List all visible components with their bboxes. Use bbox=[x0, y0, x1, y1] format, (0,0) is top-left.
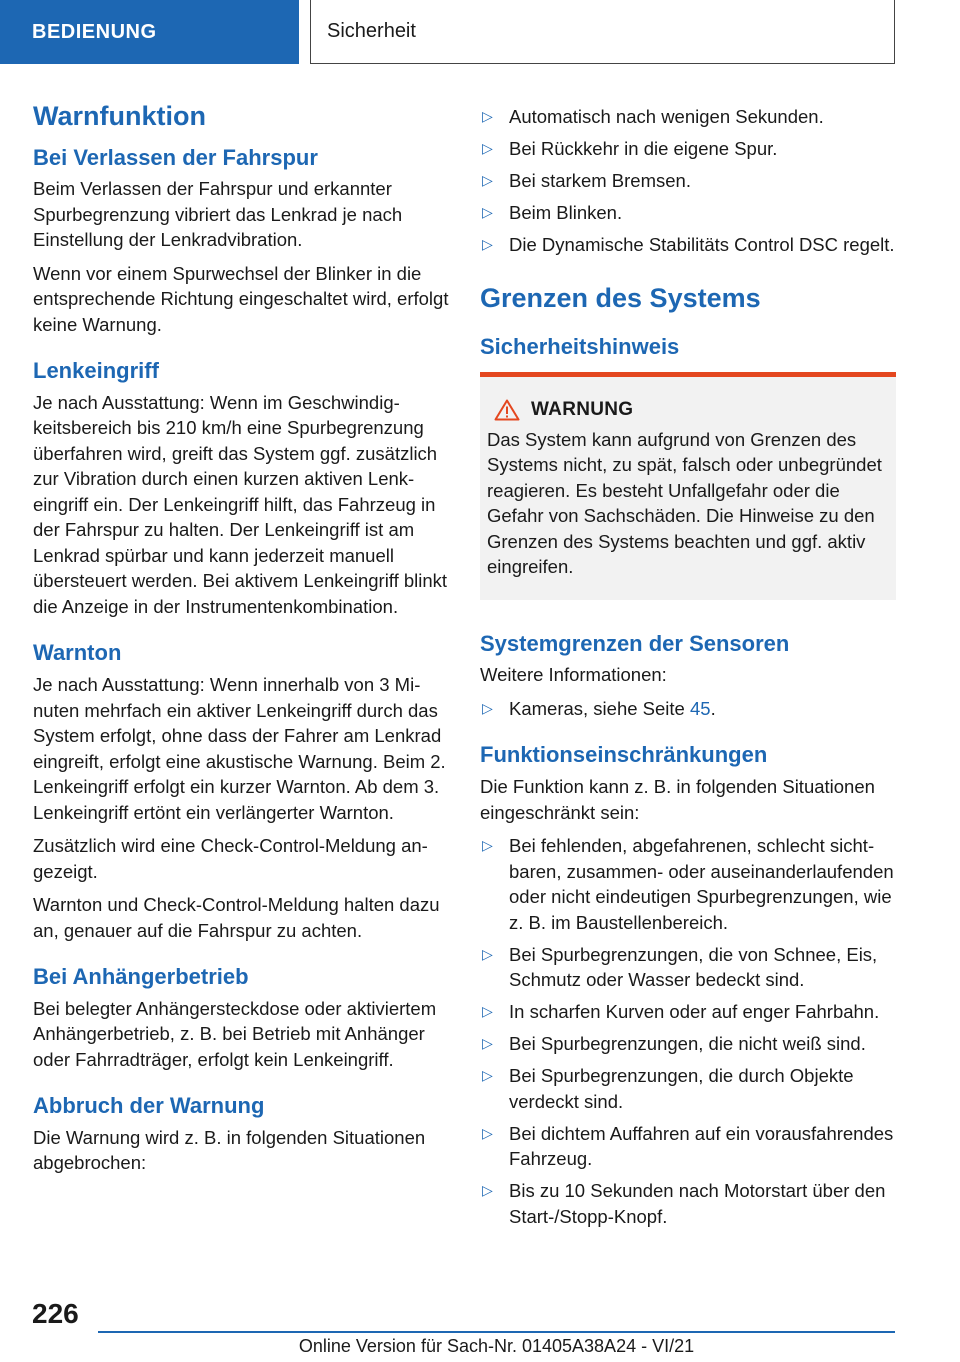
list-item: ▷ Bei Spurbegrenzungen, die durch Objekte verdeckt sind. bbox=[482, 1065, 854, 1112]
list-item: ▷ Bei Spurbegrenzungen, die von Schnee, Eis, Schmutz oder Wasser bedeckt sind. bbox=[482, 943, 878, 991]
page-link[interactable]: 45 bbox=[689, 697, 711, 719]
triangle-bullet-icon: ▷ bbox=[482, 172, 493, 188]
limit-list bbox=[480, 833, 896, 1229]
paragraph: Warnton und Check-Control-Meldung halten dazu an, genauer auf die Fahrspur zu achten. bbox=[33, 894, 440, 941]
paragraph: Zusätzlich wird eine Check-Control-Meldung angezeigt. bbox=[33, 835, 428, 882]
paragraph: Die Warnung wird z. B. in folgenden Situationen abgebrochen: bbox=[33, 1126, 426, 1174]
list-item: ▷ Beim Blinken. bbox=[480, 200, 896, 226]
list-item: ▷ Bei Spurbegrenzungen, die nicht weiß sind. bbox=[480, 1031, 896, 1057]
list-item: ▷ Bei dichtem Auffahren auf ein vorausfahrendes Fahrzeug. bbox=[482, 1122, 894, 1170]
paragraph: Wenn vor einem Spurwechsel der Blinker in die entsprechende Richtung eingeschaltet wird, erfolgt keine Warnung. bbox=[33, 262, 449, 335]
paragraph: Je nach Ausstattung: Wenn innerhalb von 3 Minuten mehrfach ein aktiver Lenkeingriff durch das System erfolgt, ohne dass der Fahrer am Lenkrad eingreift, erfolgt eine akustische Warnung. Beim 2. Lenkeingriff erfolgt ein kurzer Warnton. Ab dem 3. Lenkeingriff ertönt ein verlängerter Warnton. bbox=[33, 674, 446, 823]
triangle-bullet-icon: ▷ bbox=[482, 236, 493, 252]
heading-anhaengerbetrieb: Bei Anhängerbetrieb bbox=[33, 964, 249, 990]
heading-warnfunktion: Warnfunktion bbox=[33, 101, 206, 131]
paragraph: Beim Verlassen der Fahrspur und erkannter Spurbegrenzung vibriert das Lenkrad je nach Einstellung der Lenkradvibration. bbox=[33, 178, 403, 251]
triangle-bullet-icon: ▷ bbox=[482, 1067, 493, 1084]
triangle-bullet-icon: ▷ bbox=[482, 1035, 493, 1052]
warning-label: WARNUNG bbox=[531, 398, 634, 420]
list-item: ▷ Kameras, siehe Seite 45. bbox=[480, 696, 896, 722]
heading-warnton: Warnton bbox=[33, 640, 122, 666]
triangle-bullet-icon: ▷ bbox=[482, 699, 493, 716]
heading-abbruch-warnung: Abbruch der Warnung bbox=[33, 1093, 265, 1119]
list-item: ▷ Bis zu 10 Sekunden nach Motorstart über den Start-/Stopp-Knopf. bbox=[482, 1180, 886, 1227]
paragraph: Bei belegter Anhängersteckdose oder aktiviertem Anhängerbetrieb, z. B. bei Betrieb mit Anhänger oder Fahrradträger, erfolgt kein Lenkeingriff. bbox=[33, 997, 437, 1070]
chapter-label: Sicherheit bbox=[327, 20, 416, 42]
left-column bbox=[33, 100, 451, 1184]
list-item: ▷ Die Dynamische Stabilitäts Control DSC regelt. bbox=[480, 232, 896, 258]
heading-systemgrenzen-sensoren: Systemgrenzen der Sensoren bbox=[480, 630, 790, 656]
warning-title bbox=[487, 399, 888, 421]
sensor-list bbox=[480, 696, 896, 722]
list-item: ▷ Bei fehlenden, abgefahrenen, schlecht sichtbaren, zusammen- oder auseinanderlaufenden oder nicht eindeutigen Spurbegrenzungen, wie z. B. im Baustellenbereich. bbox=[482, 835, 894, 933]
triangle-bullet-icon: ▷ bbox=[482, 837, 493, 854]
paragraph: Weitere Informationen: bbox=[480, 664, 667, 686]
heading-lenkeingriff: Lenkeingriff bbox=[33, 358, 159, 384]
list-item: ▷ Bei Rückkehr in die eigene Spur. bbox=[480, 136, 896, 162]
chapter-section-tab bbox=[0, 0, 299, 64]
page-number: 226 bbox=[32, 1298, 79, 1329]
warning-text: Das System kann aufgrund von Grenzen des Systems nicht, zu spät, falsch oder unbegründet reagieren. Es besteht Unfallgefahr oder die Gefahr von Sachschäden. Die Hinweise zu den Grenzen des Systems beachten und ggf. aktiv eingreifen. bbox=[487, 428, 882, 578]
right-column bbox=[480, 104, 896, 1237]
chapter-title-tab bbox=[310, 0, 895, 64]
heading-grenzen-systems: Grenzen des Systems bbox=[480, 282, 761, 313]
abort-list bbox=[480, 104, 896, 258]
paragraph: Die Funktion kann z. B. in folgenden Situationen eingeschränkt sein: bbox=[480, 776, 875, 823]
triangle-bullet-icon: ▷ bbox=[482, 140, 493, 156]
list-item: ▷ Bei starkem Bremsen. bbox=[480, 168, 896, 194]
section-label: BEDIENUNG bbox=[32, 20, 157, 43]
triangle-bullet-icon: ▷ bbox=[482, 1124, 493, 1141]
footer-online-version: Online Version für Sach-Nr. 01405A38A24 - VI/21 bbox=[298, 1336, 695, 1356]
paragraph: Je nach Ausstattung: Wenn im Geschwindigkeitsbereich bis 210 km/h eine Spurbegrenzung überfahren wird, greift das System ggf. zusätzlich zur Vibration durch einen kurzen aktiven Lenkeingriff ein. Der Lenkeingriff hilft, das Fahrzeug in der Fahrspur zu halten. Der Lenkeingriff ist am Lenkrad spürbar und kann jederzeit manuell übersteuert werden. Bei aktivem Lenkeingriff blinkt die Anzeige in der Instrumentenkombination. bbox=[33, 391, 448, 617]
footer-divider bbox=[98, 1331, 895, 1333]
triangle-bullet-icon: ▷ bbox=[482, 204, 493, 220]
list-item: ▷ In scharfen Kurven oder auf enger Fahrbahn. bbox=[480, 999, 896, 1025]
triangle-bullet-icon: ▷ bbox=[482, 945, 493, 962]
triangle-bullet-icon: ▷ bbox=[482, 1182, 493, 1199]
warning-triangle-icon bbox=[494, 399, 520, 421]
heading-funktionseinschraenkungen: Funktionseinschränkungen bbox=[480, 742, 768, 768]
triangle-bullet-icon: ▷ bbox=[482, 108, 493, 124]
warning-box bbox=[480, 372, 896, 600]
list-item: ▷ Automatisch nach wenigen Sekunden. bbox=[480, 104, 896, 130]
heading-sicherheitshinweis: Sicherheitshinweis bbox=[480, 334, 680, 360]
triangle-bullet-icon: ▷ bbox=[482, 1003, 493, 1020]
heading-verlassen-fahrspur: Bei Verlassen der Fahrspur bbox=[33, 144, 318, 170]
